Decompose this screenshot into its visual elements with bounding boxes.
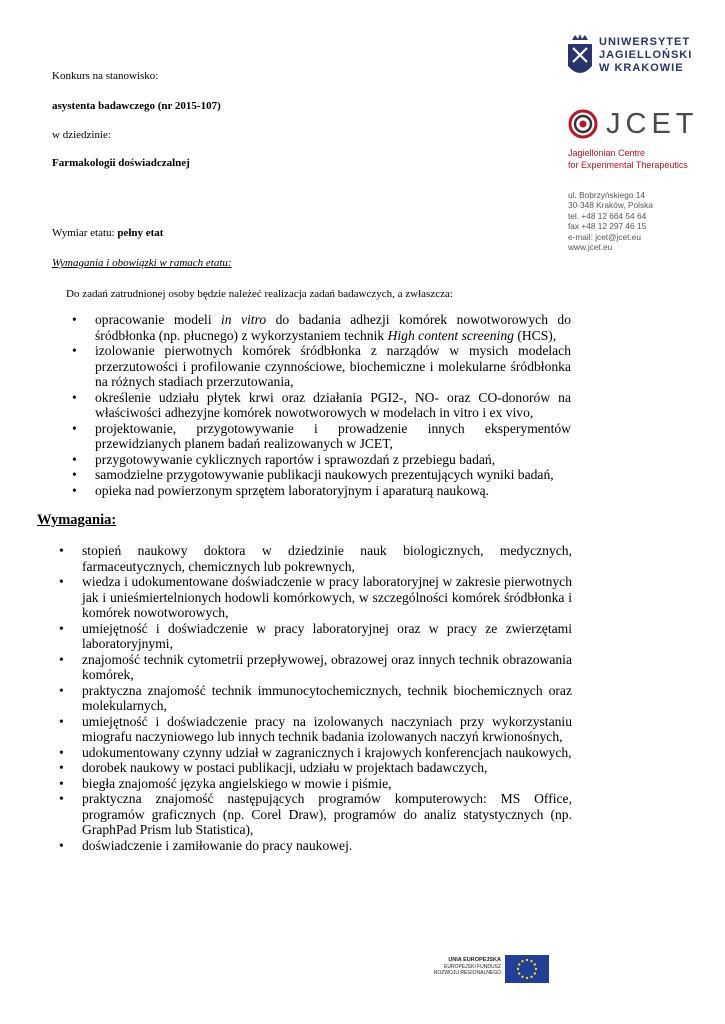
requirement-text: praktyczna znajomość technik immunocytochemicznych, technik biochemicznych oraz molekularnych, [82, 682, 572, 713]
contact-block [568, 190, 653, 252]
list-item: • stopień naukowy doktora w dziedzinie nauk biologicznych, medycznych, farmaceutycznych, chemicznych lub pokrewnych, [59, 543, 572, 574]
list-item: • praktyczna znajomość następujących programów komputerowych: MS Office, programów graficznych (np. Corel Draw), programów do analiz statystycznych (np. GraphPad Prism lub Statistica), [59, 791, 572, 837]
tasks-list [72, 312, 571, 498]
requirement-text: umiejętność i doświadczenie w pracy laboratoryjnej oraz w pracy ze zwierzętami laboratoryjnymi, [82, 620, 572, 651]
uj-logo [566, 34, 693, 86]
eu-flag-icon [505, 955, 549, 983]
contact-website: www.jcet.eu [568, 242, 613, 253]
requirement-text: udokumentowany czynny udział w zagranicznych i krajowych konferencjach naukowych, [82, 744, 572, 760]
requirement-text: praktyczna znajomość następujących programów komputerowych: MS Office, programów graficznych (np. Corel Draw), programów do analiz statystycznych (np. GraphPad Prism lub Statistica), [82, 791, 572, 837]
position-title: asystenta badawczego (nr 2015-107) [52, 100, 221, 112]
task-text-italic: High content screening [387, 327, 514, 343]
eu-line: ROZWOJU REGIONALNEGO [433, 970, 501, 976]
contact-fax: fax +48 12 297 46 15 [568, 221, 647, 232]
jcet-subtitle [568, 147, 688, 171]
list-item: • samodzielne przygotowywanie publikacji naukowych prezentujących wyniki badań, [72, 467, 554, 482]
list-item: • dorobek naukowy w postaci publikacji, udziału w projektach badawczych, [59, 760, 488, 775]
employment-value: pełny etat [117, 227, 164, 239]
list-item: • umiejętność i doświadczenie pracy na izolowanych naczyniach przy wykorzystaniu miografu naczyniowego lub innych technik badania izolowanych naczyń krwionośnych, [59, 713, 572, 744]
employment-line [52, 227, 163, 239]
uj-name [599, 36, 692, 75]
list-item: • projektowanie, przygotowywanie i prowadzenie innych eksperymentów przewidzianych planem badań realizowanych w JCET, [72, 420, 571, 451]
eu-logo [425, 955, 550, 985]
competition-label: Konkurs na stanowisko: [52, 70, 159, 82]
list-item: • opracowanie modeli in vitro do badania adhezji komórek nowotworowych do śródbłonka (np. płucnego) z wykorzystaniem technik High content screening (HCS), [72, 312, 571, 343]
requirement-text: umiejętność i doświadczenie pracy na izolowanych naczyniach przy wykorzystaniu miografu naczyniowego lub innych technik badania izolowanych naczyń krwionośnych, [82, 713, 572, 744]
list-item: • udokumentowany czynny udział w zagranicznych i krajowych konferencjach naukowych, [59, 744, 572, 760]
task-text: opracowanie modeli [95, 312, 222, 327]
requirements-heading: Wymagania: [37, 512, 117, 528]
jcet-swirl-icon [566, 108, 602, 140]
requirement-text: znajomość technik cytometrii przepływowej, obrazowej oraz innych technik obrazowania komórek, [82, 651, 572, 682]
field-name: Farmakologii doświadczalnej [52, 157, 190, 169]
task-text: określenie udziału płytek krwi oraz działania PGI2-, NO- oraz CO-donorów na właściwości adhezyjne komórek nowotworowych w modelach in vitro i ex vivo, [95, 389, 571, 420]
jcet-subtitle-line: for Experimental Therapeutics [568, 160, 688, 170]
list-item: • opieka nad powierzonym sprzętem laboratoryjnym i aparaturą naukową. [72, 482, 490, 498]
task-text: przygotowywanie cyklicznych raportów i sprawozdań z przebiegu badań, [95, 451, 496, 467]
eu-line: EUROPEJSKI FUNDUSZ [444, 963, 501, 970]
requirements-list [59, 543, 572, 853]
contact-city: 30-348 Kraków, Polska [568, 200, 653, 211]
list-item: • doświadczenie i zamiłowanie do pracy naukowej. [59, 837, 353, 853]
uj-crest-icon [566, 34, 594, 82]
task-text: samodzielne przygotowywanie publikacji naukowych prezentujących wyniki badań, [95, 467, 554, 482]
uj-line: UNIWERSYTET [599, 36, 691, 48]
uj-line: W KRAKOWIE [599, 62, 684, 74]
jcet-subtitle-line: Jagiellonian Centre [568, 148, 646, 158]
contact-address: ul. Bobrzyńskiego 14 [568, 190, 646, 200]
jcet-logo [566, 108, 699, 140]
employment-label: Wymiar etatu: [52, 227, 118, 239]
task-text: izolowanie pierwotnych komórek śródbłonka z narządów w mysich modelach przerzutowości i profilowanie czynnościowe, biochemiczne i molekularne śródbłonka na różnych stadiach przerzutowania, [95, 343, 571, 389]
requirement-text: stopień naukowy doktora w dziedzinie nauk biologicznych, medycznych, farmaceutycznych, chemicznych lub pokrewnych, [82, 543, 572, 574]
list-item: • umiejętność i doświadczenie w pracy laboratoryjnej oraz w pracy ze zwierzętami laboratoryjnymi, [59, 620, 572, 651]
list-item: • biegła znajomość języka angielskiego w mowie i piśmie, [59, 775, 392, 791]
requirement-text: biegła znajomość języka angielskiego w mowie i piśmie, [82, 775, 392, 791]
eu-line: UNIA EUROPEJSKA [448, 957, 501, 963]
duties-heading: Wymagania i obowiązki w ramach etatu: [52, 257, 232, 269]
list-item: • izolowanie pierwotnych komórek śródbłonka z narządów w mysich modelach przerzutowości i profilowanie czynnościowe, biochemiczne i molekularne śródbłonka na różnych stadiach przerzutowania, [72, 343, 571, 389]
eu-text [425, 957, 501, 977]
list-item: • praktyczna znajomość technik immunocytochemicznych, technik biochemicznych oraz molekularnych, [59, 682, 572, 713]
requirement-text: dorobek naukowy w postaci publikacji, udziału w projektach badawczych, [82, 760, 488, 775]
list-item: • określenie udziału płytek krwi oraz działania PGI2-, NO- oraz CO-donorów na właściwości adhezyjne komórek nowotworowych w modelach in vitro i ex vivo, [72, 389, 571, 420]
task-text: opieka nad powierzonym sprzętem laboratoryjnym i aparaturą naukową. [95, 482, 490, 498]
task-text-italic: in vitro [221, 312, 267, 327]
uj-line: JAGIELLOŃSKI [599, 49, 693, 61]
contact-phone: tel. +48 12 664 54 64 [568, 210, 647, 221]
jcet-wordmark: JCET [606, 108, 699, 140]
list-item: • przygotowywanie cyklicznych raportów i sprawozdań z przebiegu badań, [72, 451, 496, 467]
contact-email: e-mail: jcet@jcet.eu [568, 231, 641, 242]
requirement-text: wiedza i udokumentowane doświadczenie w pracy laboratoryjnej w zakresie pierwotnych jak i unieśmiertelnionych hodowli komórkowych, w szczególności komórek śródbłonka i komórek nowotworowych, [82, 574, 572, 620]
requirement-text: doświadczenie i zamiłowanie do pracy naukowej. [82, 837, 353, 853]
list-item: • znajomość technik cytometrii przepływowej, obrazowej oraz innych technik obrazowania komórek, [59, 651, 572, 682]
task-text: projektowanie, przygotowywanie i prowadzenie innych eksperymentów przewidzianych planem badań realizowanych w JCET, [95, 420, 571, 451]
task-text: (HCS), [513, 327, 557, 343]
task-text: do badania adhezji komórek nowotworowych do śródbłonka (np. płucnego) z wykorzystaniem technik [95, 312, 571, 343]
list-item: • wiedza i udokumentowane doświadczenie w pracy laboratoryjnej w zakresie pierwotnych jak i unieśmiertelnionych hodowli komórkowych, w szczególności komórek śródbłonka i komórek nowotworowych, [59, 574, 572, 620]
field-label: w dziedzinie: [52, 129, 111, 141]
duties-intro: Do zadań zatrudnionej osoby będzie należeć realizacja zadań badawczych, a zwłaszcza: [66, 288, 453, 300]
